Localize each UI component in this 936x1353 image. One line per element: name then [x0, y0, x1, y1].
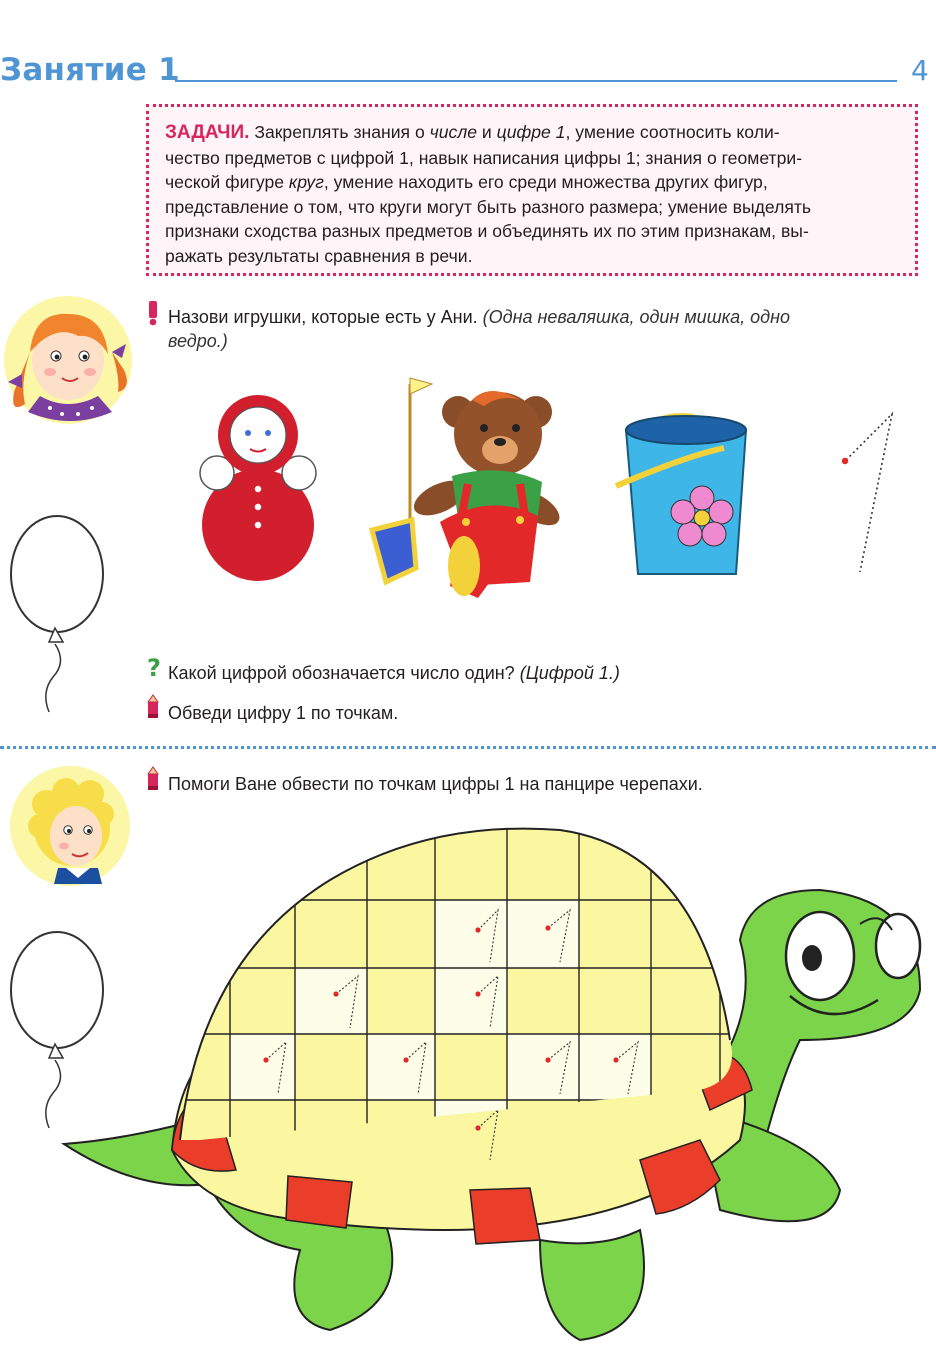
page-number: 4 [911, 54, 929, 87]
tasks-line-2: чество предметов с цифрой 1, навык написания цифры 1; знания о геометри- [165, 147, 803, 168]
tasks-line-1: ЗАДАЧИ. Закреплять знания о числе и цифре 1, умение соотносить коли- [165, 122, 780, 143]
tasks-line-3: ческой фигуре круг, умение находить его среди множества других фигур, [165, 172, 768, 193]
tasks-line-6: ражать результаты сравнения в речи. [165, 245, 473, 266]
instruction-answer: (Одна неваляшка, один мишка, одно [482, 307, 791, 327]
tasks-line-4: представление о том, что круги могут быть разного размера; умение выделять [165, 196, 812, 217]
question-text: Какой цифрой обозначается число один? [168, 663, 515, 683]
question-answer: (Цифрой 1.) [519, 663, 620, 683]
tasks-line-5: признаки сходства разных предметов и объединять их по этим признакам, вы- [165, 221, 809, 242]
section2-instruction: Помоги Ване обвести по точкам цифры 1 на панцире черепахи. [168, 774, 703, 794]
lesson-title: Занятие 1 [0, 52, 181, 88]
instruction-name-toys: Назови игрушки, которые есть у Ани. [168, 307, 478, 327]
instruction-line-2: ведро.) [168, 331, 228, 351]
tasks-label: ЗАДАЧИ. [165, 122, 250, 143]
trace-task-line: Обведи цифру 1 по точкам. [168, 703, 399, 723]
svg-text:?: ? [147, 654, 161, 682]
